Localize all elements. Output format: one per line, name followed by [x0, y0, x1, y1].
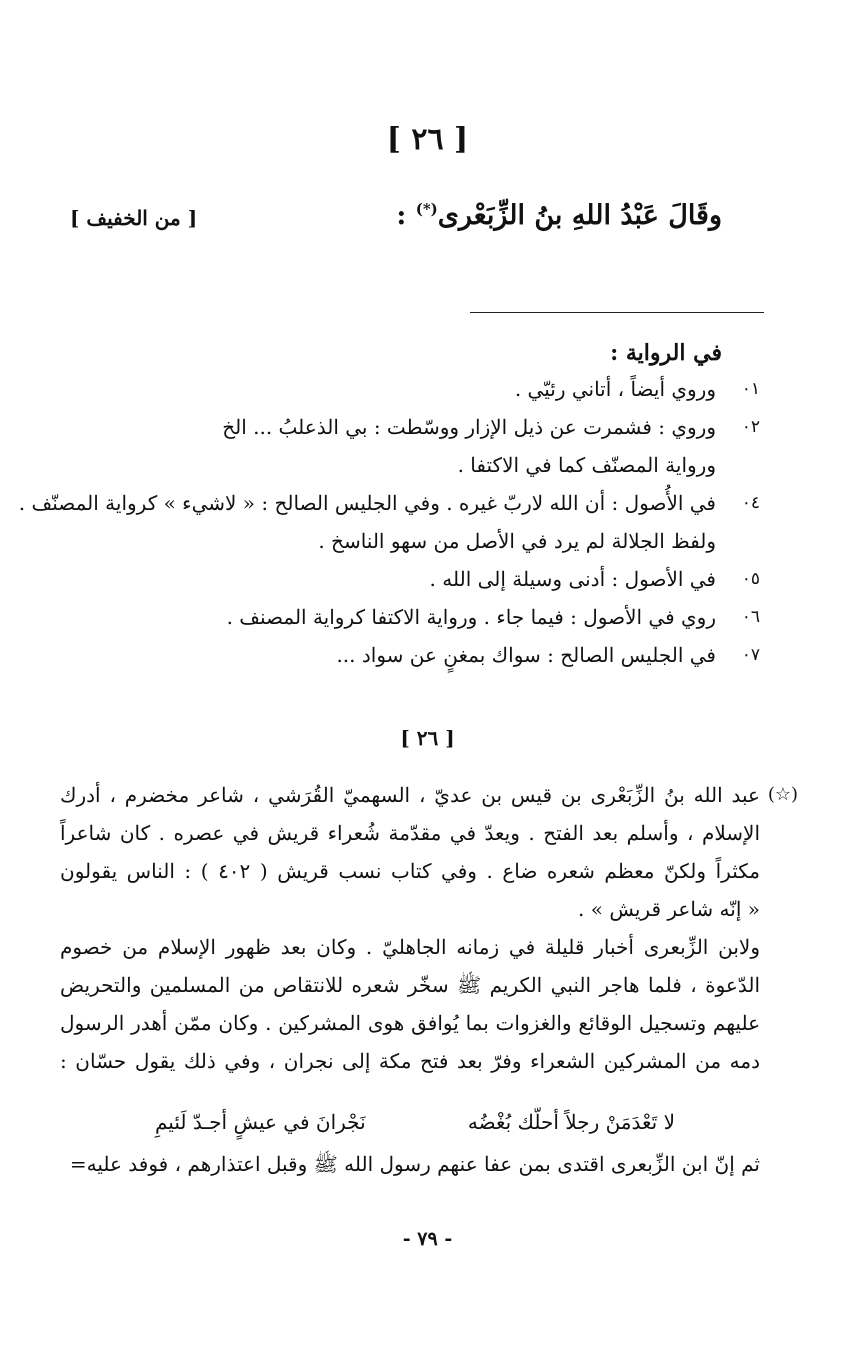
- biography-note: [60, 776, 798, 1080]
- variant-line: في الجليس الصالح : سواك بمغنٍ عن سواد ...: [336, 643, 716, 667]
- variant-number: ٠١: [741, 379, 760, 399]
- bio-line: دمه من المشركين الشعراء وفرّ بعد فتح مكة إلى نجران ، وفي ذلك يقول حسّان :: [60, 1049, 760, 1073]
- poem-number-small: [ ٢٦ ]: [400, 726, 455, 750]
- bio-final-line: ثم إنّ ابن الزِّبعرى اقتدى بمن عفا عنهم رسول الله ﷺ وقبل اعتذارهم ، فوفد عليه=: [69, 1152, 760, 1176]
- verse-first-hemistich: لا تَعْدَمَنْ رجلاً أحلّك بُغْضُه: [467, 1110, 675, 1134]
- heading-intro: [396, 200, 722, 231]
- page-number: - ٧٩ -: [402, 1228, 453, 1250]
- variant-line: وروي أيضاً ، أتاني رئيّي .: [514, 377, 716, 401]
- variant-item: [18, 484, 760, 560]
- variant-line: ورواية المصنّف كما في الاكتفا .: [457, 453, 716, 477]
- star-marker: (☆): [767, 784, 798, 805]
- variant-line: في الأُصول : أن الله لاربّ غيره . وفي الجليس الصالح : « لاشيء » كرواية المصنّف .: [18, 491, 716, 515]
- variant-line: وروي : فشمرت عن ذيل الإزار ووسّطت : بي الذعلبُ ... الخ: [222, 415, 716, 439]
- bio-line: ولابن الزِّبعرى أخبار قليلة في زمانه الجاهليّ . وكان بعد ظهور الإسلام من خصوم: [60, 935, 760, 959]
- variant-number: ٠٤: [741, 493, 760, 513]
- variant-line: في الأصول : أدنى وسيلة إلى الله .: [429, 567, 716, 591]
- variant-number: ٠٧: [741, 645, 760, 665]
- variant-number: ٠٢: [741, 417, 760, 437]
- bio-line: الإسلام ، وأسلم بعد الفتح . ويعدّ في مقدّمة شُعراء قريش في عصره . كان شاعراً: [60, 821, 760, 845]
- variant-item: [60, 370, 760, 408]
- variant-number: ٠٦: [741, 607, 760, 627]
- variant-item: [60, 560, 760, 598]
- bio-paragraph: [60, 776, 760, 928]
- variant-item: [60, 636, 760, 674]
- variants-title: في الرواية :: [610, 340, 722, 366]
- heading-colon: :: [396, 200, 416, 231]
- poem-number: [ ٢٦ ]: [386, 122, 469, 157]
- bio-paragraph: [60, 928, 760, 1080]
- bio-line: عبد الله بنُ الزِّبَعْرى بن قيس بن عديّ ، السهميّ القُرَشي ، شاعر مخضرم ، أدرك: [60, 783, 760, 807]
- verse: [155, 1110, 675, 1148]
- variants-list: [18, 370, 760, 674]
- variant-line: ولفظ الجلالة لم يرد في الأصل من سهو الناسخ .: [318, 529, 716, 553]
- variant-line: روي في الأصول : فيما جاء . ورواية الاكتفا كرواية المصنف .: [226, 605, 716, 629]
- heading-intro-text: وقَالَ عَبْدُ اللهِ بنُ الزِّبَعْرى: [437, 200, 722, 231]
- bio-line: الدّعوة ، فلما هاجر النبي الكريم ﷺ سخّر شعره للانتقاص من المسلمين والتحريض: [60, 973, 760, 997]
- verse-second-hemistich: نَجْرانَ في عيشٍ أجـدّ لَئيمِ: [155, 1110, 366, 1134]
- variant-number: ٠٥: [741, 569, 760, 589]
- footnote-marker: (*): [415, 200, 438, 218]
- poem-heading: [60, 200, 722, 244]
- bio-line: مكثراً ولكنّ معظم شعره ضاع . وفي كتاب نسب قريش ( ٤٠٢ ) : الناس يقولون: [60, 859, 760, 883]
- bio-line: عليهم وتسجيل الوقائع والغزوات بما يُوافق هوى المشركين . وكان ممّن أهدر الرسول: [60, 1011, 760, 1035]
- meter-label: [ من الخفيف ]: [70, 206, 198, 230]
- bio-line: « إنّه شاعر قريش » .: [578, 897, 760, 921]
- variant-item: [60, 408, 760, 484]
- footnote-separator: [470, 312, 764, 313]
- variant-item: [60, 598, 760, 636]
